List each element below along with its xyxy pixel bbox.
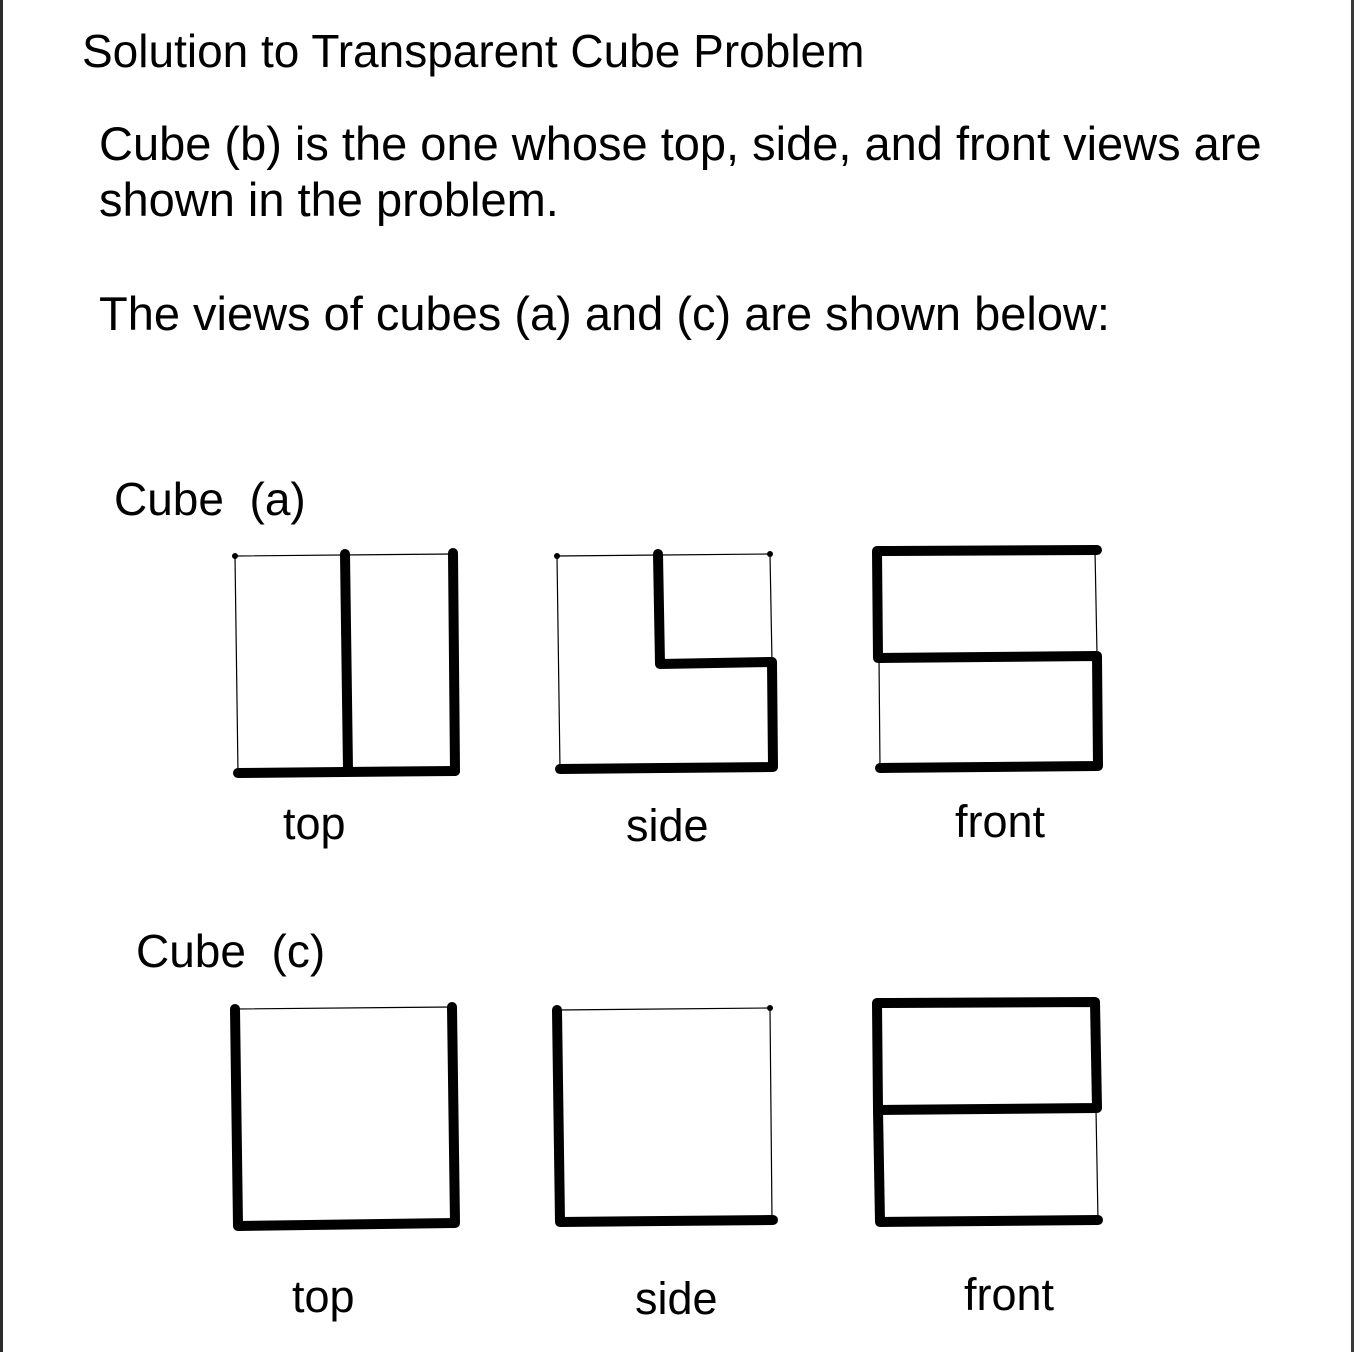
cube-a-front-view	[877, 550, 1098, 768]
vertex-dot	[554, 553, 560, 559]
thick-edge	[345, 554, 348, 770]
views-intro: The views of cubes (a) and (c) are shown below:	[99, 287, 1110, 340]
intro-line-2: shown in the problem.	[99, 173, 559, 226]
thin-edge	[557, 1008, 770, 1010]
cube-c-side-label: side	[635, 1273, 718, 1324]
cube-a-side-view	[554, 551, 773, 769]
cube-a-top-view	[232, 553, 455, 773]
thin-edge	[557, 556, 560, 769]
page-title: Solution to Transparent Cube Problem	[82, 25, 865, 77]
thin-edge	[770, 1008, 772, 1220]
vertex-dot	[232, 553, 238, 559]
cube-c-side-view	[557, 1005, 773, 1222]
thick-edge	[238, 771, 455, 773]
vertex-dot	[767, 551, 773, 557]
thin-edge	[235, 1007, 452, 1009]
cube-c-top-view	[235, 1007, 455, 1226]
thick-outline	[877, 550, 1098, 768]
cube-a-top-label: top	[283, 798, 346, 849]
cube-a-side-label: side	[626, 800, 709, 851]
thin-edge	[879, 658, 880, 768]
cube-c-front-label: front	[964, 1269, 1055, 1320]
thin-edge	[235, 556, 238, 773]
vertex-dot	[767, 1005, 773, 1011]
intro-line-1: Cube (b) is the one whose top, side, and front views are	[99, 117, 1262, 170]
cube-c-front-view	[877, 1002, 1098, 1222]
cube-a-label: Cube (a)	[114, 473, 306, 525]
thick-outline	[235, 1007, 455, 1226]
thin-edge	[1096, 1110, 1098, 1220]
cube-c-label: Cube (c)	[136, 925, 326, 977]
thin-edge	[557, 554, 770, 556]
cube-a-front-label: front	[955, 796, 1046, 847]
thick-outline	[560, 554, 773, 769]
thick-edge	[453, 553, 455, 771]
thin-edge	[770, 554, 772, 662]
thick-outline	[557, 1010, 773, 1222]
thick-outline	[877, 1002, 1098, 1222]
thin-edge	[1095, 550, 1097, 654]
cube-c-top-label: top	[292, 1271, 355, 1322]
